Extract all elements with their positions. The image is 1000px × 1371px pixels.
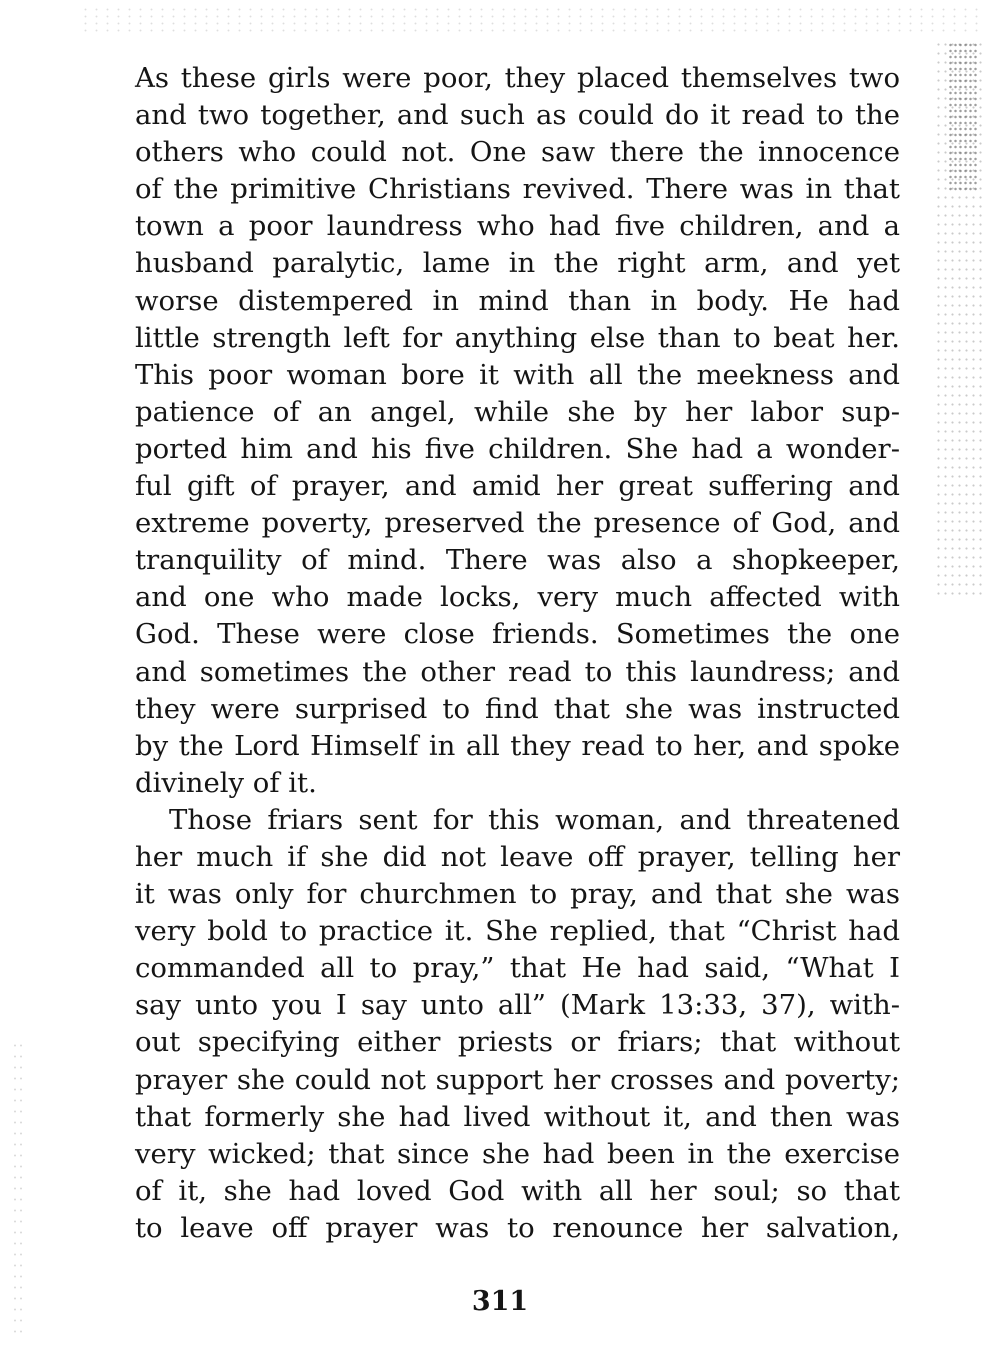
text-line: As these girls were poor, they placed themselves two bbox=[135, 62, 900, 94]
text-line-paragraph-end: divinely of it. bbox=[135, 766, 317, 799]
text-line: very bold to practice it. She replied, that “Christ had bbox=[135, 915, 900, 948]
text-line: and one who made locks, very much affected with bbox=[135, 581, 900, 614]
text-line: patience of an angel, while she by her labor sup- bbox=[135, 395, 900, 428]
body-text bbox=[135, 60, 900, 1247]
scan-noise-top bbox=[80, 6, 980, 34]
text-line: worse distempered in mind than in body. He had bbox=[135, 284, 900, 317]
text-line: and sometimes the other read to this laundress; and bbox=[135, 655, 900, 688]
text-line: ported him and his five children. She had a wonder- bbox=[135, 432, 900, 465]
text-line: God. These were close friends. Sometimes the one bbox=[135, 618, 900, 651]
text-line: by the Lord Himself in all they read to her, and spoke bbox=[135, 729, 900, 762]
scan-noise-right-dark bbox=[948, 42, 978, 192]
text-line: husband paralytic, lame in the right arm, and yet bbox=[135, 247, 900, 280]
text-line: to leave off prayer was to renounce her salvation, bbox=[135, 1211, 900, 1244]
text-line: out specifying either priests or friars; that without bbox=[135, 1026, 900, 1059]
text-line: of it, she had loved God with all her soul; so that bbox=[135, 1174, 900, 1207]
text-line: that formerly she had lived without it, and then was bbox=[135, 1100, 900, 1133]
text-line: commanded all to pray,” that He had said, “What I bbox=[135, 952, 900, 985]
text-line: tranquility of mind. There was also a shopkeeper, bbox=[135, 544, 900, 577]
text-line: they were surprised to find that she was instructed bbox=[135, 692, 900, 725]
text-line: little strength left for anything else than to beat her. bbox=[135, 321, 900, 354]
text-line: her much if she did not leave off prayer, telling her bbox=[135, 840, 900, 873]
text-line: ful gift of prayer, and amid her great suffering and bbox=[135, 470, 900, 503]
text-line: prayer she could not support her crosses and poverty; bbox=[135, 1063, 900, 1096]
page-number: 311 bbox=[471, 1286, 529, 1317]
text-line: extreme poverty, preserved the presence of God, and bbox=[135, 507, 900, 540]
text-line-paragraph-start: Those friars sent for this woman, and threatened bbox=[169, 803, 900, 836]
text-line: and two together, and such as could do it read to the bbox=[135, 99, 900, 132]
text-line: others who could not. One saw there the innocence bbox=[135, 136, 900, 169]
text-line: town a poor laundress who had five children, and a bbox=[135, 210, 900, 243]
text-line: it was only for churchmen to pray, and that she was bbox=[135, 878, 900, 911]
text-line: say unto you I say unto all” (Mark 13:33, 37), with- bbox=[135, 989, 900, 1022]
text-line: very wicked; that since she had been in the exercise bbox=[135, 1137, 900, 1170]
text-line: of the primitive Christians revived. There was in that bbox=[135, 173, 900, 206]
text-line: This poor woman bore it with all the meekness and bbox=[135, 358, 900, 391]
